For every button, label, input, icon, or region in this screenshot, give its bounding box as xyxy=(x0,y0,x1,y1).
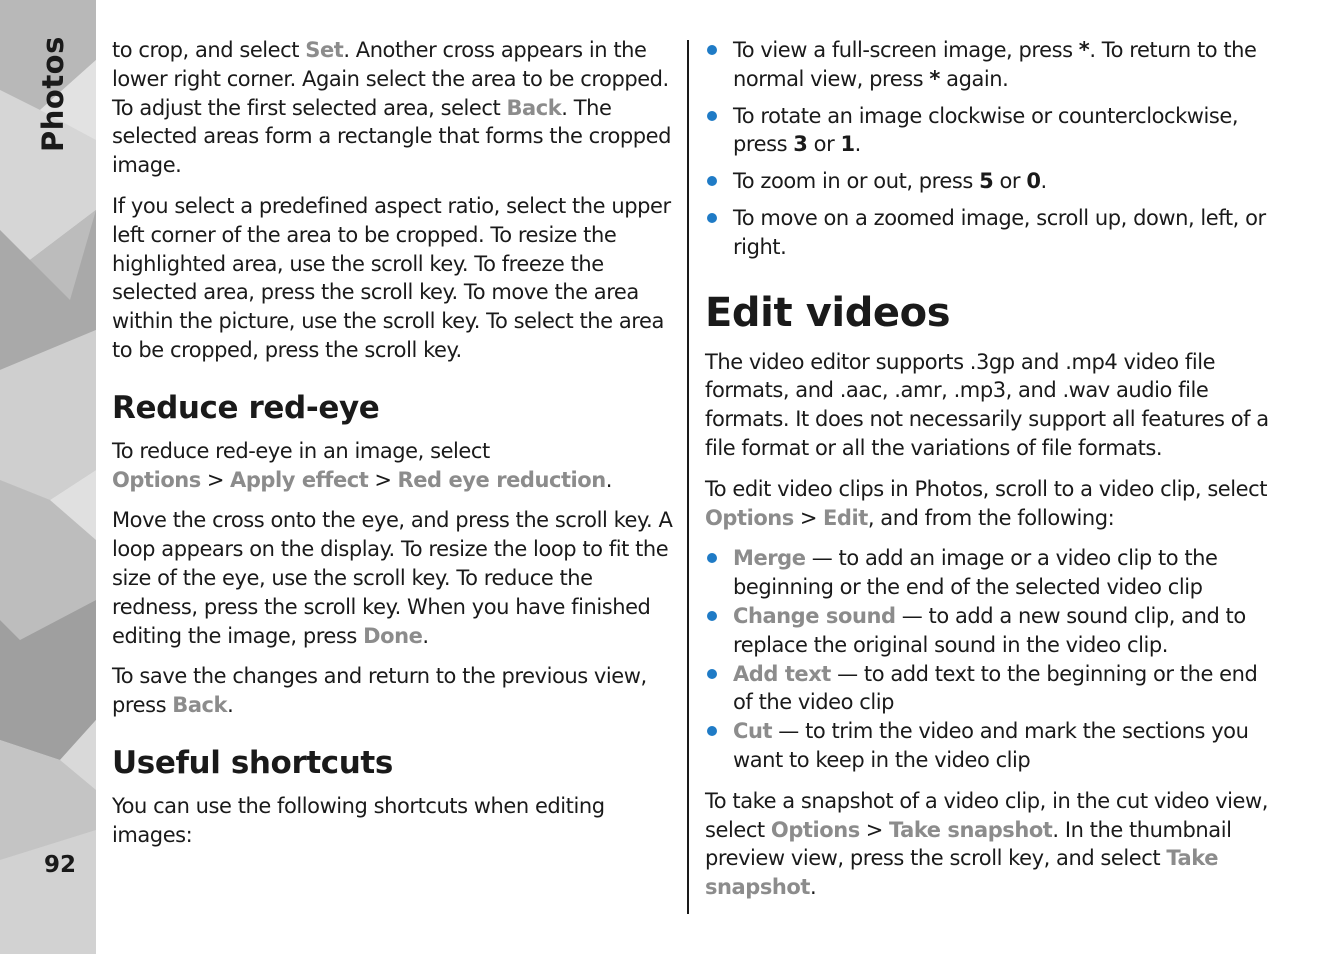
right-column xyxy=(705,36,1271,914)
cut-option: Cut xyxy=(733,719,773,744)
section-title: Photos xyxy=(36,36,70,152)
list-item: To zoom in or out, press 5 or 0. xyxy=(705,167,1271,196)
list-item: Change sound — to add a new sound clip, and to replace the original sound in the video clip. xyxy=(705,602,1271,660)
section-side-band xyxy=(0,0,96,954)
list-item: Add text — to add text to the beginning or the end of the video clip xyxy=(705,660,1271,718)
list-item: Cut — to trim the video and mark the sections you want to keep in the video clip xyxy=(705,717,1271,775)
shortcuts-intro-paragraph: You can use the following shortcuts when editing images: xyxy=(112,793,605,847)
bullet-icon xyxy=(707,669,717,679)
add-text-option: Add text xyxy=(733,661,831,686)
take-snapshot-menu-item: Take snapshot xyxy=(888,817,1053,842)
page-number: 92 xyxy=(44,852,77,878)
back-option: Back xyxy=(172,693,228,718)
video-formats-paragraph: The video editor supports .3gp and .mp4 video file formats, and .aac, .amr, .mp3, and .wav audio file formats. It does not necessarily support all features of a file format or all the variations of file formats. xyxy=(705,349,1269,460)
options-menu-item: Options xyxy=(770,817,860,842)
edit-options-list xyxy=(705,544,1271,774)
set-option: Set xyxy=(305,38,344,62)
red-eye-menu-path-paragraph: To reduce red-eye in an image, select Options > Apply effect > Red eye reduction. xyxy=(112,438,613,492)
heading-reduce-red-eye: Reduce red-eye xyxy=(112,389,380,426)
edit-video-menu-path-paragraph: To edit video clips in Photos, scroll to a video clip, select Options > Edit, and from the following: xyxy=(705,476,1268,530)
edit-menu-item: Edit xyxy=(823,505,868,530)
merge-option: Merge xyxy=(733,546,806,571)
bullet-icon xyxy=(707,111,717,121)
bullet-icon xyxy=(707,45,717,55)
bullet-icon xyxy=(707,553,717,563)
bullet-icon xyxy=(707,176,717,186)
bullet-icon xyxy=(707,213,717,223)
done-option: Done xyxy=(363,623,423,648)
options-menu-item: Options xyxy=(705,505,794,530)
bullet-icon xyxy=(707,726,717,736)
heading-useful-shortcuts: Useful shortcuts xyxy=(112,744,393,781)
apply-effect-menu-item: Apply effect xyxy=(230,467,369,492)
take-snapshot-option: Take snapshot xyxy=(705,846,1218,900)
crop-paragraph: to crop, and select Set. Another cross appears in the lower right corner. Again select the area to be cropped. To adjust the first selected area, select Back. The selected areas form a rectangle that forms the cropped image. xyxy=(112,38,671,178)
heading-edit-videos: Edit videos xyxy=(705,289,951,336)
back-option: Back xyxy=(506,95,562,120)
list-item: To view a full-screen image, press *. To return to the normal view, press * again. xyxy=(705,36,1271,94)
shortcuts-list xyxy=(705,36,1271,262)
snapshot-paragraph: To take a snapshot of a video clip, in the cut video view, select Options > Take snapshot. In the thumbnail preview view, press the scroll key, and select Take snapshot. xyxy=(705,788,1268,900)
change-sound-option: Change sound xyxy=(733,603,896,628)
list-item: To rotate an image clockwise or counterclockwise, press 3 or 1. xyxy=(705,102,1271,160)
left-column xyxy=(112,36,674,862)
bullet-icon xyxy=(707,611,717,621)
red-eye-instructions-paragraph: Move the cross onto the eye, and press the scroll key. A loop appears on the display. To resize the loop to fit the size of the eye, use the scroll key. To reduce the redness, press the scroll key. When you have finished editing the image, press Done. xyxy=(112,508,673,648)
list-item: Merge — to add an image or a video clip to the beginning or the end of the selected video clip xyxy=(705,544,1271,602)
aspect-ratio-paragraph: If you select a predefined aspect ratio, select the upper left corner of the area to be cropped. To resize the highlighted area, use the scroll key. To freeze the selected area, press the scroll key. To move the area within the picture, use the scroll key. To select the area to be cropped, press the scroll key. xyxy=(112,193,671,362)
options-menu-item: Options xyxy=(112,467,201,492)
column-divider xyxy=(687,40,689,914)
list-item: To move on a zoomed image, scroll up, down, left, or right. xyxy=(705,204,1271,262)
save-changes-paragraph: To save the changes and return to the previous view, press Back. xyxy=(112,664,647,718)
red-eye-reduction-menu-item: Red eye reduction xyxy=(397,467,606,492)
